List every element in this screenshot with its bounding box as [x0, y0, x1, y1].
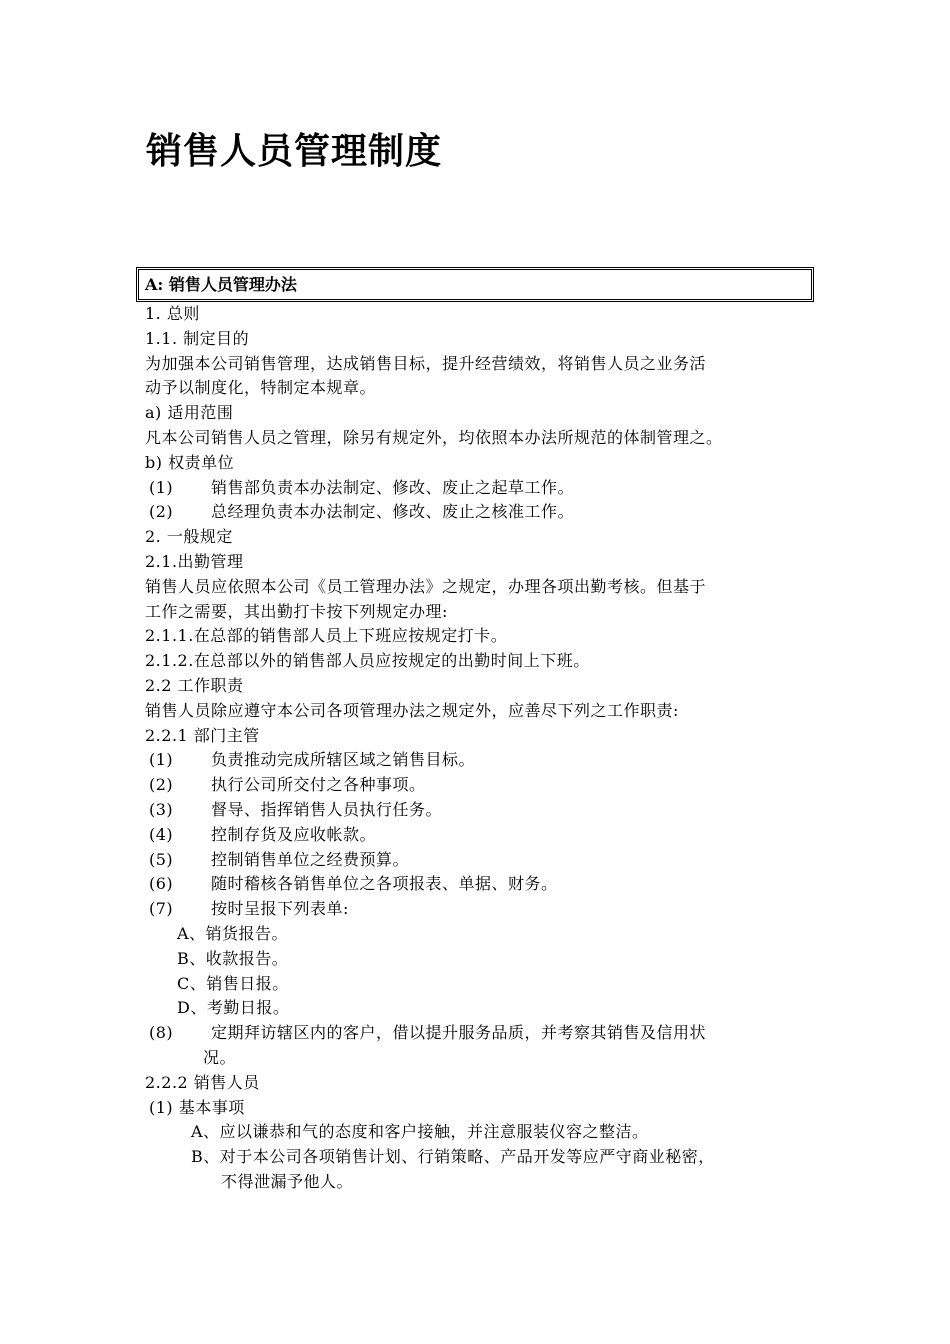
- sub-list-item: C、销售日报。: [177, 973, 289, 993]
- list-item: [145, 798, 807, 823]
- sub-list-item: B、收款报告。: [177, 948, 289, 968]
- item-number: (4): [149, 824, 174, 844]
- sub-list-continuation: 不得泄漏予他人。: [221, 1171, 354, 1191]
- item-text: 定期拜访辖区内的客户，借以提升服务品质，并考察其销售及信用状: [211, 1023, 707, 1043]
- item-text: 按时呈报下列表单:: [211, 899, 349, 919]
- heading-b: b) 权责单位: [145, 452, 235, 472]
- item-number: (7): [149, 899, 174, 919]
- list-item: [145, 823, 807, 848]
- heading-2-2-2: 2.2.2 销售人员: [145, 1072, 260, 1092]
- item-number: (2): [149, 502, 174, 522]
- document-title: 销售人员管理制度: [146, 131, 443, 172]
- heading-2: 2. 一般规定: [145, 527, 233, 547]
- paragraph-line: 销售人员除应遵守本公司各项管理办法之规定外，应善尽下列之工作职责:: [145, 700, 679, 720]
- list-item: [145, 476, 807, 501]
- item-text: 控制销售单位之经费预算。: [211, 849, 410, 869]
- paragraph-line: 销售人员应依照本公司《员工管理办法》之规定，办理各项出勤考核。但基于: [145, 576, 707, 596]
- item-number: (6): [149, 874, 174, 894]
- list-item: [145, 773, 807, 798]
- paragraph-line: 动予以制度化，特制定本规章。: [145, 378, 377, 398]
- item-number: (5): [149, 849, 174, 869]
- section-header-box: [136, 267, 814, 302]
- paragraph-line: 凡本公司销售人员之管理，除另有规定外，均依照本办法所规范的体制管理之。: [145, 427, 723, 447]
- heading-1-1: 1.1. 制定目的: [145, 328, 250, 348]
- item-text: 执行公司所交付之各种事项。: [211, 775, 426, 795]
- heading-2-1: 2.1.出勤管理: [145, 551, 244, 571]
- list-item: (1) 基本事项: [149, 1097, 245, 1117]
- document-body: [145, 302, 807, 1195]
- item-text-continuation: 况。: [203, 1047, 237, 1067]
- section-header: A: 销售人员管理办法: [145, 275, 297, 294]
- list-item: [145, 748, 807, 773]
- sub-list-item: D、考勤日报。: [177, 998, 290, 1018]
- heading-2-2: 2.2 工作职责: [145, 675, 244, 695]
- sub-list-item: A、应以谦恭和气的态度和客户接触，并注意服装仪容之整洁。: [191, 1122, 649, 1142]
- paragraph-line: 2.1.2.在总部以外的销售部人员应按规定的出勤时间上下班。: [145, 651, 590, 671]
- item-text: 随时稽核各销售单位之各项报表、单据、财务。: [211, 874, 558, 894]
- item-number: (1): [149, 750, 174, 770]
- item-text: 负责推动完成所辖区域之销售目标。: [211, 750, 476, 770]
- sub-list-item: B、对于本公司各项销售计划、行销策略、产品开发等应严守商业秘密，: [191, 1147, 715, 1167]
- item-text: 督导、指挥销售人员执行任务。: [211, 799, 443, 819]
- paragraph-line: 为加强本公司销售管理，达成销售目标，提升经营绩效，将销售人员之业务活: [145, 353, 707, 373]
- list-item: [145, 897, 807, 922]
- item-number: (2): [149, 775, 174, 795]
- list-item: [145, 848, 807, 873]
- paragraph-line: 工作之需要，其出勤打卡按下列规定办理:: [145, 601, 448, 621]
- item-number: (3): [149, 799, 174, 819]
- paragraph-line: 2.1.1.在总部的销售部人员上下班应按规定打卡。: [145, 626, 508, 646]
- list-item: [145, 1021, 807, 1046]
- item-text: 控制存货及应收帐款。: [211, 824, 377, 844]
- sub-list-item: A、销货报告。: [177, 923, 289, 943]
- item-text: 销售部负责本办法制定、修改、废止之起草工作。: [211, 477, 575, 497]
- item-number: (1): [149, 477, 174, 497]
- list-item: [145, 872, 807, 897]
- heading-a: a) 适用范围: [145, 403, 234, 423]
- heading-2-2-1: 2.2.1 部门主管: [145, 725, 260, 745]
- list-item: [145, 500, 807, 525]
- item-text: 总经理负责本办法制定、修改、废止之核准工作。: [211, 502, 575, 522]
- item-number: (8): [149, 1023, 174, 1043]
- heading-1: 1. 总则: [145, 304, 200, 323]
